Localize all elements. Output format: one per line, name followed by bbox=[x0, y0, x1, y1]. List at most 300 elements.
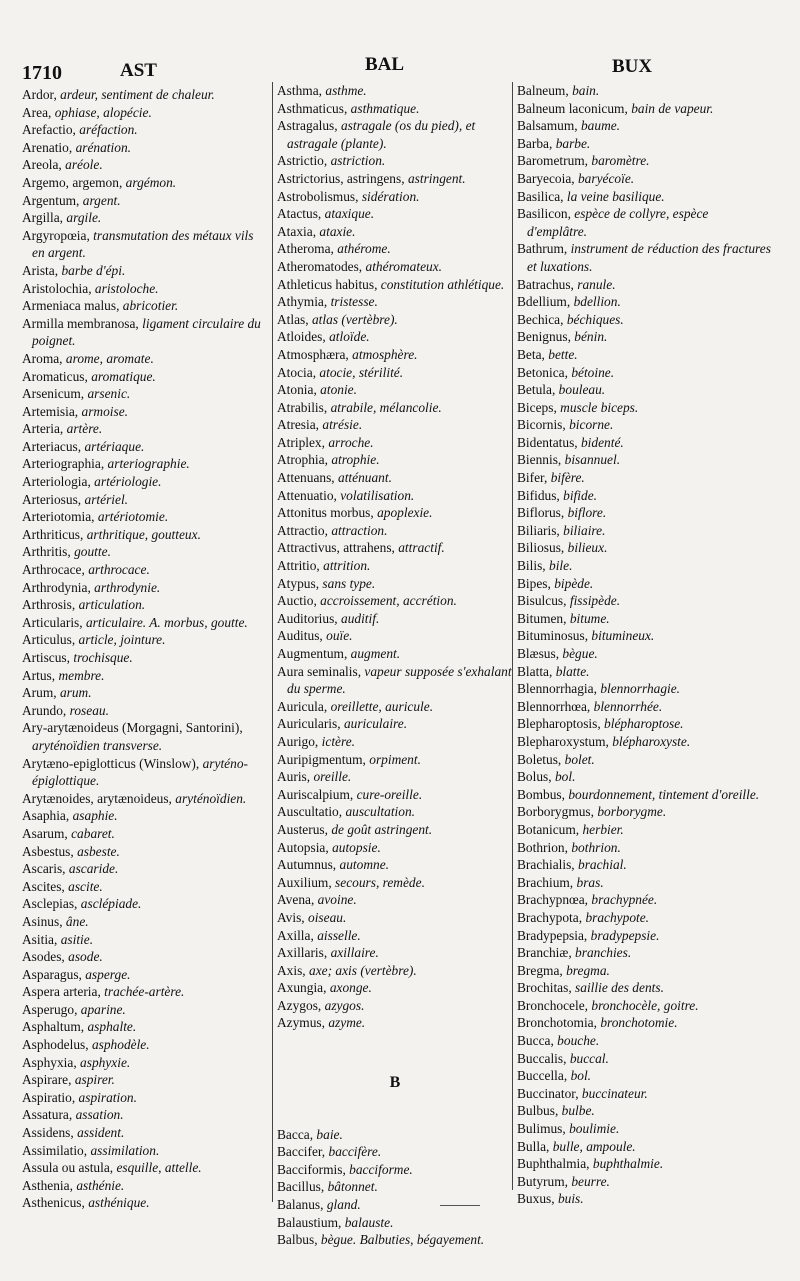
right-guide-word: BUX bbox=[612, 56, 653, 77]
french-translation: bolet. bbox=[564, 751, 595, 767]
french-translation: attrition. bbox=[323, 558, 371, 574]
french-translation: athérome. bbox=[337, 241, 391, 257]
dictionary-entry bbox=[277, 944, 513, 962]
french-translation: axillaire. bbox=[330, 945, 379, 961]
latin-term: Autumnus, bbox=[277, 857, 337, 873]
dictionary-entry bbox=[22, 315, 262, 350]
french-translation: astragale (os du pied), et astragale (plante). bbox=[287, 118, 476, 151]
latin-term: Bothrion, bbox=[517, 839, 568, 855]
dictionary-entry bbox=[517, 962, 771, 980]
french-translation: arum. bbox=[59, 685, 92, 701]
french-translation: buccal. bbox=[569, 1050, 609, 1066]
dictionary-entry bbox=[22, 843, 262, 861]
dictionary-entry bbox=[277, 610, 513, 628]
french-translation: bregma. bbox=[566, 962, 610, 978]
dictionary-entry bbox=[22, 966, 262, 984]
latin-term: Autopsia, bbox=[277, 839, 329, 855]
french-translation: sans type. bbox=[322, 575, 376, 591]
latin-term: Bipes, bbox=[517, 575, 551, 591]
latin-term: Bacillus, bbox=[277, 1179, 325, 1195]
french-translation: saillie des dents. bbox=[575, 980, 664, 996]
dictionary-entry bbox=[277, 504, 513, 522]
french-translation: aréole. bbox=[65, 157, 103, 173]
latin-term: Brachialis, bbox=[517, 857, 575, 873]
latin-term: Axungia, bbox=[277, 980, 327, 996]
french-translation: assation. bbox=[75, 1107, 124, 1123]
french-translation: blennorrhagie. bbox=[600, 681, 681, 697]
french-translation: béchiques. bbox=[566, 311, 624, 327]
dictionary-entry bbox=[22, 1054, 262, 1072]
dictionary-entry bbox=[22, 579, 262, 597]
latin-term: Asphaltum, bbox=[22, 1019, 85, 1035]
french-translation: instrument de réduction des fractures et luxations. bbox=[527, 241, 771, 274]
french-translation: buphthalmie. bbox=[592, 1156, 664, 1172]
latin-term: Bdellium, bbox=[517, 294, 571, 310]
french-translation: assident. bbox=[77, 1125, 125, 1141]
dictionary-entry bbox=[22, 508, 262, 526]
french-translation: article, jointure. bbox=[78, 632, 166, 648]
latin-term: Atheromatodes, bbox=[277, 258, 363, 274]
french-translation: bradypepsie. bbox=[590, 927, 660, 943]
dictionary-entry bbox=[517, 715, 771, 733]
dictionary-entry bbox=[517, 610, 771, 628]
french-translation: bègue. Balbuties, bégayement. bbox=[320, 1232, 485, 1248]
latin-term: Benignus, bbox=[517, 329, 571, 345]
french-translation: asthénique. bbox=[88, 1195, 150, 1211]
french-translation: biliaire. bbox=[563, 522, 606, 538]
french-translation: axe; axis (vertèbre). bbox=[309, 962, 417, 978]
french-translation: bol. bbox=[554, 769, 576, 785]
dictionary-entry bbox=[22, 297, 262, 315]
latin-term: Bombus, bbox=[517, 786, 565, 802]
latin-term: Branchiæ, bbox=[517, 945, 572, 961]
french-translation: bétoine. bbox=[571, 364, 615, 380]
latin-term: Asparagus, bbox=[22, 966, 82, 982]
dictionary-entry bbox=[22, 667, 262, 685]
french-translation: barbe. bbox=[555, 135, 591, 151]
latin-term: Atrophia, bbox=[277, 452, 328, 468]
dictionary-entry bbox=[22, 1177, 262, 1195]
latin-term: Auctio, bbox=[277, 593, 317, 609]
latin-term: Attenuatio, bbox=[277, 487, 337, 503]
french-translation: bitume. bbox=[569, 610, 610, 626]
latin-term: Area, bbox=[22, 104, 52, 120]
latin-term: Asitia, bbox=[22, 931, 58, 947]
french-translation: bipède. bbox=[554, 575, 594, 591]
latin-term: Bacciformis, bbox=[277, 1161, 346, 1177]
dictionary-entry bbox=[517, 135, 771, 153]
latin-term: Asphyxia, bbox=[22, 1054, 77, 1070]
french-translation: aromatique. bbox=[91, 368, 156, 384]
french-translation: aspirer. bbox=[74, 1072, 115, 1088]
french-translation: membre. bbox=[58, 667, 105, 683]
dictionary-entry bbox=[517, 451, 771, 469]
latin-term: Axis, bbox=[277, 962, 306, 978]
french-translation: asaphie. bbox=[72, 808, 118, 824]
dictionary-entry bbox=[277, 364, 513, 382]
french-translation: bette. bbox=[548, 346, 578, 362]
french-translation: esquille, attelle. bbox=[116, 1160, 202, 1176]
dictionary-entry bbox=[22, 684, 262, 702]
dictionary-entry bbox=[22, 368, 262, 386]
dictionary-entry bbox=[22, 596, 262, 614]
latin-term: Articulus, bbox=[22, 632, 76, 648]
latin-term: Bifer, bbox=[517, 470, 548, 486]
latin-term: Avena, bbox=[277, 892, 315, 908]
dictionary-entry bbox=[277, 276, 513, 294]
dictionary-entry bbox=[277, 663, 513, 698]
dictionary-entry bbox=[517, 328, 771, 346]
dictionary-entry bbox=[22, 1106, 262, 1124]
latin-term: Blennorrhœa, bbox=[517, 698, 591, 714]
french-translation: espèce de collyre, espèce d'emplâtre. bbox=[527, 206, 709, 239]
dictionary-entry bbox=[517, 944, 771, 962]
latin-term: Barba, bbox=[517, 135, 553, 151]
dictionary-entry bbox=[22, 227, 262, 262]
latin-term: Bucca, bbox=[517, 1033, 554, 1049]
column-center bbox=[272, 82, 513, 1248]
french-translation: aisselle. bbox=[317, 927, 361, 943]
french-translation: blatte. bbox=[555, 663, 590, 679]
french-translation: cure-oreille. bbox=[356, 786, 423, 802]
latin-term: Aristolochia, bbox=[22, 280, 92, 296]
dictionary-entry bbox=[277, 962, 513, 980]
latin-term: Atrabilis, bbox=[277, 399, 328, 415]
latin-term: Asodes, bbox=[22, 949, 65, 965]
dictionary-entry bbox=[22, 209, 262, 227]
dictionary-entry bbox=[22, 174, 262, 192]
dictionary-entry bbox=[22, 649, 262, 667]
french-translation: aristoloche. bbox=[94, 280, 159, 296]
french-translation: artériologie. bbox=[94, 474, 162, 490]
latin-term: Buccella, bbox=[517, 1068, 568, 1084]
latin-term: Atonia, bbox=[277, 382, 317, 398]
latin-term: Attenuans, bbox=[277, 470, 335, 486]
french-translation: muscle biceps. bbox=[560, 399, 639, 415]
dictionary-entry bbox=[517, 346, 771, 364]
french-translation: tristesse. bbox=[330, 294, 378, 310]
latin-term: Biliosus, bbox=[517, 540, 565, 556]
latin-term: Biceps, bbox=[517, 399, 557, 415]
latin-term: Atlas, bbox=[277, 311, 309, 327]
french-translation: volatilisation. bbox=[340, 487, 415, 503]
dictionary-entry bbox=[277, 170, 513, 188]
french-translation: artère. bbox=[66, 421, 103, 437]
french-translation: atrophie. bbox=[331, 452, 380, 468]
latin-term: Attritio, bbox=[277, 558, 320, 574]
french-translation: attraction. bbox=[331, 522, 388, 538]
dictionary-entry bbox=[277, 1126, 513, 1144]
french-translation: blennorrhée. bbox=[593, 698, 663, 714]
french-translation: blépharoxyste. bbox=[612, 733, 691, 749]
latin-term: Bronchotomia, bbox=[517, 1015, 597, 1031]
latin-term: Balsamum, bbox=[517, 118, 578, 134]
french-translation: aryténoïdien transverse. bbox=[32, 737, 163, 753]
dictionary-entry bbox=[517, 909, 771, 927]
dictionary-entry bbox=[22, 931, 262, 949]
dictionary-entry bbox=[517, 434, 771, 452]
latin-term: Batrachus, bbox=[517, 276, 574, 292]
latin-term: Asarum, bbox=[22, 825, 68, 841]
latin-term: Brachypota, bbox=[517, 909, 583, 925]
latin-term: Aspera arteria, bbox=[22, 984, 101, 1000]
french-translation: buccinateur. bbox=[581, 1085, 648, 1101]
french-translation: barbe d'épi. bbox=[61, 262, 126, 278]
latin-term: Baccifer, bbox=[277, 1144, 326, 1160]
french-translation: bronchocèle, goitre. bbox=[591, 997, 699, 1013]
dictionary-entry bbox=[517, 786, 771, 804]
latin-term: Arteriacus, bbox=[22, 438, 82, 454]
french-translation: bègue. bbox=[562, 646, 598, 661]
dictionary-entry bbox=[22, 860, 262, 878]
latin-term: Aspiratio, bbox=[22, 1089, 76, 1105]
french-translation: bitumineux. bbox=[591, 628, 655, 644]
dictionary-entry bbox=[277, 399, 513, 417]
latin-term: Biliaris, bbox=[517, 522, 560, 538]
latin-term: Asinus, bbox=[22, 913, 63, 929]
french-translation: astriction. bbox=[330, 153, 386, 169]
dictionary-entry bbox=[22, 719, 262, 754]
latin-term: Arum, bbox=[22, 685, 57, 701]
dictionary-entry bbox=[22, 455, 262, 473]
latin-term: Asthma, bbox=[277, 83, 323, 98]
latin-term: Assidens, bbox=[22, 1125, 74, 1141]
french-translation: secours, remède. bbox=[335, 874, 425, 890]
french-translation: asitie. bbox=[60, 931, 94, 947]
latin-term: Bechica, bbox=[517, 311, 564, 327]
dictionary-entry bbox=[517, 416, 771, 434]
dictionary-entry bbox=[517, 381, 771, 399]
dictionary-entry bbox=[517, 751, 771, 769]
center-guide-word: BAL bbox=[365, 54, 405, 75]
latin-term: Arytæno-epiglotticus (Winslow), bbox=[22, 755, 200, 771]
latin-term: Betula, bbox=[517, 382, 556, 398]
latin-term: Buxus, bbox=[517, 1191, 555, 1207]
dictionary-entry bbox=[517, 364, 771, 382]
dictionary-entry bbox=[277, 381, 513, 399]
latin-term: Austerus, bbox=[277, 821, 328, 837]
dictionary-entry bbox=[22, 420, 262, 438]
dictionary-entry bbox=[517, 680, 771, 698]
french-translation: ascaride. bbox=[68, 861, 119, 877]
latin-term: Asthenicus, bbox=[22, 1195, 85, 1211]
latin-term: Articularis, bbox=[22, 614, 83, 630]
french-translation: fissipède. bbox=[569, 593, 621, 609]
french-translation: arteriographie. bbox=[107, 456, 190, 472]
latin-term: Astragalus, bbox=[277, 118, 338, 134]
latin-term: Areola, bbox=[22, 157, 62, 173]
french-translation: ligament circulaire du poignet. bbox=[32, 315, 261, 349]
dictionary-entry bbox=[517, 891, 771, 909]
french-translation: biflore. bbox=[567, 505, 607, 521]
latin-term: Attractio, bbox=[277, 522, 328, 538]
dictionary-entry bbox=[517, 1190, 771, 1208]
french-translation: branchies. bbox=[575, 945, 632, 961]
french-translation: atmosphère. bbox=[352, 346, 418, 362]
french-translation: beurre. bbox=[571, 1173, 610, 1189]
latin-term: Athleticus habitus, bbox=[277, 276, 378, 292]
dictionary-entry bbox=[22, 280, 262, 298]
latin-term: Bolus, bbox=[517, 769, 552, 785]
french-translation: vapeur supposée s'exhalant du sperme. bbox=[287, 663, 512, 697]
french-translation: herbier. bbox=[582, 821, 624, 837]
french-translation: oreillette, auricule. bbox=[330, 698, 434, 714]
latin-term: Artus, bbox=[22, 667, 56, 683]
dictionary-entry bbox=[517, 839, 771, 857]
latin-term: Atheroma, bbox=[277, 241, 334, 257]
dictionary-entry bbox=[277, 416, 513, 434]
french-translation: atocie, stérilité. bbox=[319, 364, 404, 380]
french-translation: sidération. bbox=[361, 188, 420, 204]
french-translation: azyme. bbox=[328, 1015, 366, 1031]
dictionary-entry bbox=[277, 909, 513, 927]
french-translation: blépharoptose. bbox=[604, 716, 684, 732]
latin-term: Ascaris, bbox=[22, 861, 66, 877]
dictionary-entry bbox=[22, 1001, 262, 1019]
dictionary-entry bbox=[22, 878, 262, 896]
dictionary-entry bbox=[277, 223, 513, 241]
latin-term: Arteria, bbox=[22, 421, 64, 437]
french-translation: bicorne. bbox=[569, 417, 614, 433]
french-translation: auriculaire. bbox=[343, 716, 408, 732]
french-translation: bâtonnet. bbox=[327, 1179, 378, 1195]
french-translation: aryténo-épiglottique. bbox=[32, 755, 248, 789]
dictionary-entry bbox=[517, 856, 771, 874]
dictionary-entry bbox=[277, 997, 513, 1015]
french-translation: goutte. bbox=[74, 544, 111, 560]
dictionary-entry bbox=[277, 874, 513, 892]
dictionary-entry bbox=[277, 100, 513, 118]
latin-term: Arefactio, bbox=[22, 122, 76, 138]
dictionary-entry bbox=[277, 768, 513, 786]
latin-term: Asperugo, bbox=[22, 1001, 78, 1017]
latin-term: Arthritis, bbox=[22, 544, 71, 560]
dictionary-entry bbox=[517, 1067, 771, 1085]
french-translation: bifère. bbox=[550, 470, 585, 486]
dictionary-entry bbox=[22, 438, 262, 456]
french-translation: articulation. bbox=[78, 597, 146, 613]
latin-term: Aura seminalis, bbox=[277, 663, 362, 679]
french-translation: ataxie. bbox=[319, 223, 356, 239]
french-translation: arthrodynie. bbox=[94, 579, 161, 595]
french-translation: asbeste. bbox=[77, 843, 120, 859]
latin-term: Asclepias, bbox=[22, 896, 78, 912]
dictionary-entry bbox=[22, 1159, 262, 1177]
latin-term: Balaustium, bbox=[277, 1214, 342, 1230]
latin-term: Atactus, bbox=[277, 206, 322, 222]
dictionary-entry bbox=[22, 1089, 262, 1107]
dictionary-entry bbox=[277, 733, 513, 751]
dictionary-entry bbox=[517, 997, 771, 1015]
dictionary-entry bbox=[277, 575, 513, 593]
latin-term: Borborygmus, bbox=[517, 804, 594, 820]
dictionary-entry bbox=[22, 1142, 262, 1160]
latin-term: Balanus, bbox=[277, 1197, 324, 1213]
french-translation: arthritique, goutteux. bbox=[86, 526, 201, 542]
french-translation: bain de vapeur. bbox=[631, 100, 714, 116]
french-translation: bacciforme. bbox=[349, 1161, 413, 1177]
dictionary-entry bbox=[22, 526, 262, 544]
french-translation: ascite. bbox=[68, 878, 103, 894]
latin-term: Arthrocace, bbox=[22, 562, 85, 578]
latin-term: Arundo, bbox=[22, 702, 67, 718]
french-translation: asode. bbox=[68, 949, 103, 965]
latin-term: Asbestus, bbox=[22, 843, 74, 859]
dictionary-entry bbox=[517, 874, 771, 892]
dictionary-entry bbox=[277, 557, 513, 575]
french-translation: bdellion. bbox=[573, 294, 621, 310]
dictionary-entry bbox=[22, 86, 262, 104]
dictionary-entry bbox=[22, 1018, 262, 1036]
french-translation: asthmatique. bbox=[350, 100, 420, 116]
dictionary-entry bbox=[517, 768, 771, 786]
dictionary-entry bbox=[22, 1194, 262, 1212]
dictionary-entry bbox=[22, 948, 262, 966]
dictionary-entry bbox=[22, 121, 262, 139]
french-translation: arénation. bbox=[75, 139, 131, 155]
latin-term: Blennorrhagia, bbox=[517, 681, 597, 697]
latin-term: Bilis, bbox=[517, 558, 546, 574]
latin-term: Bradypepsia, bbox=[517, 927, 588, 943]
french-translation: bisannuel. bbox=[564, 452, 621, 468]
dictionary-entry bbox=[517, 311, 771, 329]
french-translation: atonie. bbox=[320, 382, 357, 398]
french-translation: atlas (vertèbre). bbox=[311, 311, 398, 327]
latin-term: Arteriotomia, bbox=[22, 509, 95, 525]
french-translation: baromètre. bbox=[591, 153, 650, 169]
dictionary-entry bbox=[277, 205, 513, 223]
french-translation: baccifère. bbox=[328, 1144, 382, 1160]
latin-term: Assatura, bbox=[22, 1107, 73, 1123]
french-translation: trachée-artère. bbox=[104, 984, 185, 1000]
french-translation: bidenté. bbox=[580, 434, 624, 450]
french-translation: argémon. bbox=[125, 174, 177, 190]
latin-term: Bulimus, bbox=[517, 1121, 566, 1137]
dictionary-entry bbox=[22, 1036, 262, 1054]
french-translation: asphodèle. bbox=[91, 1037, 150, 1053]
dictionary-entry bbox=[277, 469, 513, 487]
dictionary-entry bbox=[517, 979, 771, 997]
latin-term: Argilla, bbox=[22, 210, 64, 226]
latin-term: Astrictorius, astringens, bbox=[277, 170, 405, 186]
dictionary-entry bbox=[517, 733, 771, 751]
french-translation: la veine basilique. bbox=[566, 188, 665, 204]
latin-term: Auriscalpium, bbox=[277, 786, 354, 802]
french-translation: atrésie. bbox=[322, 417, 363, 433]
latin-term: Artemisia, bbox=[22, 403, 79, 419]
latin-term: Asphodelus, bbox=[22, 1037, 89, 1053]
dictionary-entry bbox=[517, 205, 771, 240]
latin-term: Aspirare, bbox=[22, 1072, 72, 1088]
dictionary-entry bbox=[22, 192, 262, 210]
latin-term: Argemo, argemon, bbox=[22, 174, 123, 190]
latin-term: Biennis, bbox=[517, 452, 562, 468]
latin-term: Bronchocele, bbox=[517, 997, 589, 1013]
french-translation: asclépiade. bbox=[80, 896, 142, 912]
dictionary-entry bbox=[517, 1138, 771, 1156]
french-translation: asphalte. bbox=[87, 1019, 137, 1035]
dictionary-entry bbox=[277, 328, 513, 346]
column-center-entries-b bbox=[277, 1126, 513, 1249]
dictionary-entry bbox=[277, 751, 513, 769]
french-translation: orpiment. bbox=[369, 751, 421, 767]
dictionary-entry bbox=[22, 614, 262, 632]
dictionary-entry bbox=[517, 539, 771, 557]
column-left bbox=[22, 86, 262, 1212]
section-letter: B bbox=[389, 1074, 401, 1092]
dictionary-entry bbox=[517, 663, 771, 681]
latin-term: Bulbus, bbox=[517, 1103, 559, 1119]
